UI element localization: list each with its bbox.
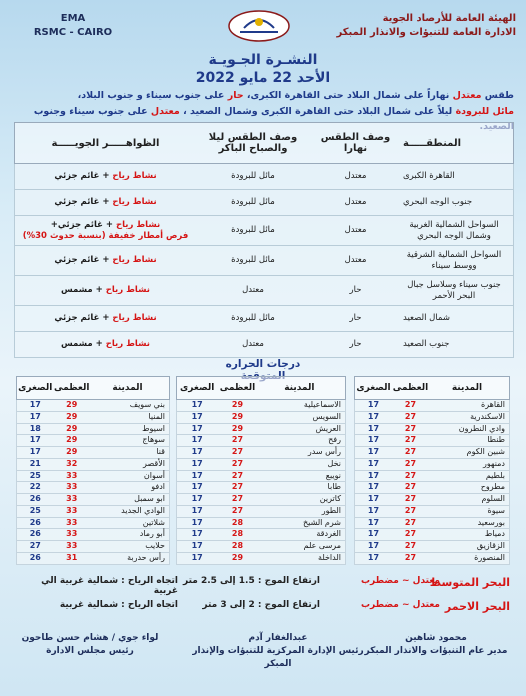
min-temp: 17 — [367, 529, 380, 539]
header-city: المدينة — [284, 383, 315, 393]
max-temp: 27 — [404, 541, 417, 550]
min-temp: 25 — [29, 470, 41, 480]
summary-text: نهاراً على شمال البلاد حتى القاهرة الكبرى، — [243, 90, 453, 101]
temp-table-right — [354, 376, 510, 565]
phenomena-sky: + مشمس — [61, 285, 106, 295]
summary-highlight: مائل للبرودة — [455, 106, 514, 117]
temp-row — [354, 541, 510, 553]
night-weather: معتدل — [242, 339, 264, 349]
max-temp: 28 — [231, 529, 244, 539]
min-temp: 17 — [367, 494, 380, 503]
temp-row — [354, 412, 510, 424]
sea-name: البحر المتوسط — [429, 576, 510, 589]
temp-row — [176, 435, 346, 447]
phenomena — [13, 164, 198, 189]
min-temp: 17 — [29, 435, 41, 445]
day-weather: معتدل — [344, 225, 367, 235]
city-name: وادي النطرون — [458, 423, 505, 433]
summary-text: على جنوب سيناء و جنوب البلاد، — [77, 90, 228, 101]
phenomena — [13, 276, 198, 305]
city-name: القاهرة — [481, 400, 505, 409]
sea-waves: ارتفاع الموج : 1.5 إلى 2.5 متر — [182, 576, 320, 586]
min-temp: 17 — [367, 423, 380, 433]
temp-row — [176, 494, 346, 506]
temp-table-header — [16, 376, 170, 400]
min-temp: 17 — [191, 423, 203, 433]
night-weather: مائل للبرودة — [231, 313, 275, 323]
max-temp: 27 — [231, 458, 244, 468]
city-name: بورسعيد — [477, 517, 505, 527]
day-weather: حار — [349, 313, 362, 323]
min-temp: 18 — [29, 423, 41, 433]
temp-row — [16, 459, 170, 471]
forecast-row — [14, 216, 514, 246]
max-temp: 27 — [404, 529, 417, 539]
city-name: الزقازيق — [476, 541, 505, 550]
max-temp: 32 — [66, 458, 78, 468]
phenomena-wind: نشاط رياح — [112, 171, 157, 181]
night-weather: مائل للبرودة — [231, 255, 275, 265]
min-temp: 17 — [191, 458, 203, 468]
max-temp: 29 — [231, 552, 244, 562]
max-temp: 28 — [231, 517, 244, 527]
temp-row — [16, 541, 170, 553]
sea-red — [40, 600, 510, 618]
temp-row — [176, 529, 346, 541]
max-temp: 27 — [404, 447, 417, 456]
temp-row — [176, 506, 346, 518]
forecast-row — [14, 276, 514, 306]
max-temp: 27 — [404, 400, 417, 409]
temp-row — [354, 471, 510, 483]
day-weather: معتدل — [344, 255, 367, 265]
min-temp: 17 — [191, 494, 203, 503]
phenomena-sky: + مشمس — [61, 339, 106, 349]
sea-name: البحر الاحمر — [444, 600, 510, 613]
header-en — [18, 12, 128, 40]
temp-row — [16, 506, 170, 518]
city-name: الطور — [321, 505, 341, 515]
temp-row — [176, 447, 346, 459]
min-temp: 22 — [29, 482, 41, 492]
city-name: دمنهور — [483, 458, 505, 468]
header-min: الصغرى — [356, 383, 391, 393]
signature-2 — [178, 632, 378, 671]
city-name: ادفو — [151, 482, 165, 492]
min-temp: 17 — [191, 435, 203, 445]
city-name: دمياط — [484, 529, 505, 539]
region-name: جنوب الصعيد — [403, 339, 450, 349]
min-temp: 17 — [367, 517, 380, 527]
day-weather: معتدل — [344, 197, 367, 207]
max-temp: 29 — [66, 400, 78, 409]
min-temp: 27 — [29, 541, 41, 550]
city-name: أبو رماد — [139, 529, 165, 539]
min-temp: 26 — [29, 494, 41, 503]
night-weather: مائل للبرودة — [231, 197, 275, 207]
city-name: نويبع — [325, 470, 341, 480]
phenomena-sky: + غائم جزئي — [54, 255, 113, 265]
header-en-line1: EMA — [60, 13, 86, 24]
city-name: السويس — [312, 411, 341, 421]
min-temp: 17 — [191, 411, 203, 421]
header-ar — [337, 12, 517, 40]
min-temp: 17 — [29, 400, 41, 409]
signature-name: محمود شاهين — [405, 633, 467, 643]
city-name: قنا — [156, 447, 165, 456]
city-name: الاسماعيلية — [303, 400, 341, 409]
bulletin-date: الأحد 22 مايو 2022 — [195, 70, 331, 86]
phenomena-wind: نشاط رياح — [105, 285, 150, 295]
temp-row — [354, 435, 510, 447]
city-name: مطروح — [480, 482, 505, 492]
min-temp: 17 — [367, 447, 380, 456]
temp-row — [354, 482, 510, 494]
temp-row — [16, 494, 170, 506]
header-city: المدينة — [112, 383, 143, 393]
bulletin-title: النشـرة الجـويـة — [208, 52, 318, 68]
temp-table-left — [16, 376, 170, 565]
min-temp: 17 — [191, 552, 203, 562]
temp-row — [354, 518, 510, 530]
sea-wind: اتجاه الرياح : شمالية غربية — [59, 600, 178, 610]
min-temp: 17 — [367, 552, 380, 562]
header-max: العظمى — [219, 383, 256, 393]
city-name: المنصورة — [474, 552, 505, 562]
temp-table-header — [176, 376, 346, 400]
header-min: الصغرى — [180, 383, 215, 393]
temp-row — [16, 412, 170, 424]
temp-row — [354, 447, 510, 459]
city-name: سوهاج — [142, 435, 165, 445]
temp-row — [354, 494, 510, 506]
temp-row — [16, 518, 170, 530]
temp-row — [354, 506, 510, 518]
max-temp: 27 — [231, 505, 244, 515]
temp-row — [176, 518, 346, 530]
min-temp: 17 — [367, 505, 380, 515]
max-temp: 27 — [231, 494, 244, 503]
min-temp: 21 — [29, 458, 41, 468]
region-name: شمال الصعيد — [403, 313, 450, 323]
city-name: الأقصر — [143, 458, 165, 468]
forecast-row — [14, 306, 514, 332]
max-temp: 27 — [404, 435, 417, 445]
phenomena — [13, 332, 198, 357]
signature-title: رئيس مجلس الادارة — [46, 646, 134, 656]
signature-title: رئيس الإدارة المركزية للتنبؤات والإنذار المبكر — [192, 646, 364, 669]
max-temp: 33 — [66, 529, 78, 539]
min-temp: 26 — [29, 517, 41, 527]
forecast-row — [14, 332, 514, 358]
day-weather: حار — [349, 285, 362, 295]
phenomena — [13, 190, 198, 215]
temp-row — [176, 400, 346, 412]
forecast-row — [14, 164, 514, 190]
city-name: الغردقة — [316, 529, 341, 539]
max-temp: 27 — [404, 552, 417, 562]
min-temp: 17 — [191, 541, 203, 550]
min-temp: 17 — [367, 458, 380, 468]
phenomena-sky: + غائم جزئي — [54, 171, 113, 181]
temp-row — [354, 459, 510, 471]
city-name: نخل — [327, 458, 341, 468]
temp-row — [176, 412, 346, 424]
temp-row — [176, 482, 346, 494]
city-name: رأس حدربة — [127, 552, 165, 562]
max-temp: 33 — [66, 541, 78, 550]
temp-row — [16, 529, 170, 541]
max-temp: 27 — [404, 482, 417, 492]
city-name: العريش — [315, 423, 341, 433]
phenomena-wind: نشاط رياح — [105, 339, 150, 349]
min-temp: 17 — [367, 470, 380, 480]
city-name: أسوان — [143, 470, 165, 480]
max-temp: 27 — [231, 482, 244, 492]
temp-row — [354, 553, 510, 565]
header-region: المنطقـــــة — [403, 137, 462, 149]
city-name: بني سويف — [129, 400, 165, 409]
city-name: المنيا — [148, 411, 165, 421]
min-temp: 17 — [29, 411, 41, 421]
day-weather: حار — [349, 339, 362, 349]
max-temp: 27 — [404, 505, 417, 515]
header-max: العظمى — [392, 383, 429, 393]
phenomena — [13, 216, 198, 245]
max-temp: 27 — [404, 517, 417, 527]
city-name: الاسكندرية — [470, 411, 505, 421]
max-temp: 29 — [66, 423, 78, 433]
city-name: حلايب — [145, 541, 165, 550]
sea-mediterranean — [40, 576, 510, 594]
min-temp: 17 — [191, 517, 203, 527]
city-name: سيوة — [487, 505, 505, 515]
min-temp: 17 — [191, 400, 203, 409]
forecast-row — [14, 246, 514, 276]
city-name: شبين الكوم — [466, 447, 505, 456]
header-day: وصف الطقس نهارا — [320, 132, 391, 154]
temp-table-middle — [176, 376, 346, 565]
min-temp: 26 — [29, 529, 41, 539]
signature-name: عبدالغفار آدم — [248, 633, 308, 643]
region-name: القاهرة الكبرى — [403, 171, 455, 181]
city-name: رفح — [328, 435, 341, 445]
city-name: الداخلة — [318, 552, 341, 562]
max-temp: 31 — [66, 552, 78, 562]
city-name: اسيوط — [142, 423, 165, 433]
sea-waves: ارتفاع الموج : 2 إلى 3 متر — [202, 600, 320, 610]
city-name: طنطا — [487, 435, 505, 445]
max-temp: 27 — [231, 435, 244, 445]
max-temp: 33 — [66, 482, 78, 492]
summary-text: ليلاً على شمال البلاد حتى القاهرة الكبرى وشمال الصعيد ، — [179, 106, 456, 117]
city-name: ابو سمبل — [134, 494, 165, 503]
min-temp: 17 — [367, 411, 380, 421]
city-name: مرسى علم — [303, 541, 341, 550]
summary-highlight: معتدل — [452, 90, 482, 101]
temp-row — [176, 459, 346, 471]
phenomena — [13, 306, 198, 331]
city-name: الوادي الجديد — [121, 505, 165, 515]
city-name: شرم الشيخ — [303, 517, 341, 527]
temp-table-header — [354, 376, 510, 400]
max-temp: 28 — [231, 541, 244, 550]
min-temp: 17 — [191, 529, 203, 539]
temp-row — [176, 553, 346, 565]
night-weather: مائل للبرودة — [231, 171, 275, 181]
min-temp: 17 — [191, 447, 203, 456]
temp-row — [16, 424, 170, 436]
min-temp: 26 — [29, 552, 41, 562]
temp-row — [176, 424, 346, 436]
temp-row — [16, 471, 170, 483]
summary-text: طقس — [481, 90, 514, 101]
phenomena — [13, 246, 198, 275]
max-temp: 29 — [231, 400, 244, 409]
phenomena-wind: نشاط رياح — [112, 313, 157, 323]
max-temp: 27 — [404, 423, 417, 433]
ema-logo-icon — [226, 8, 292, 44]
summary-highlight: معتدل — [150, 106, 180, 117]
summary-highlight: حار — [227, 90, 244, 101]
phenomena-sky: + غائم جزئي — [54, 197, 113, 207]
city-name: طابا — [327, 482, 341, 492]
region-name: جنوب سيناء وسلاسل جبال البحر الأحمر — [407, 279, 501, 301]
max-temp: 27 — [404, 411, 417, 421]
sea-wind: اتجاه الرياح : شمالية غربية الي غربية — [41, 576, 178, 596]
min-temp: 17 — [191, 482, 203, 492]
sea-state: معتدل ~ مضطرب — [361, 576, 440, 586]
max-temp: 27 — [231, 470, 244, 480]
header-ar-line2: الادارة العامة للتنبؤات والانذار المبكر — [336, 27, 516, 38]
header-max: العظمى — [54, 383, 90, 393]
forecast-row — [14, 190, 514, 216]
phenomena-wind: نشاط رياح — [115, 219, 161, 230]
temp-row — [354, 424, 510, 436]
signature-name: لواء جوي / هشام حسن طاحون — [21, 633, 159, 643]
city-name: شلاتين — [142, 517, 165, 527]
min-temp: 17 — [367, 400, 380, 409]
header-city: المدينة — [451, 383, 483, 393]
temp-row — [16, 482, 170, 494]
region-name: جنوب الوجه البحري — [403, 197, 473, 207]
phenomena-sky: + غائم جزئي+ — [50, 219, 116, 230]
region-name: السواحل الشمالية الشرقية ووسط سيناء — [406, 249, 502, 271]
temp-row — [16, 553, 170, 565]
header-min: الصغرى — [18, 383, 53, 393]
sea-state: معتدل ~ مضطرب — [361, 600, 440, 610]
max-temp: 29 — [66, 411, 78, 421]
header-en-line2: RSMC - CAIRO — [33, 27, 113, 38]
signature-title: مدير عام التنبؤات والانذار المبكر — [364, 646, 508, 656]
temp-row — [354, 529, 510, 541]
signature-1 — [356, 632, 516, 658]
night-weather: مائل للبرودة — [231, 225, 275, 235]
temperatures-title: درجات الحراره — [225, 358, 301, 370]
min-temp: 17 — [191, 470, 203, 480]
region-name: السواحل الشمالية الغربية وشمال الوجه البحري — [409, 219, 499, 241]
max-temp: 33 — [66, 505, 78, 515]
max-temp: 33 — [66, 494, 78, 503]
max-temp: 33 — [66, 470, 78, 480]
header-night: وصف الطقس ليلا والصباح الباكر — [208, 132, 298, 154]
max-temp: 29 — [231, 423, 244, 433]
max-temp: 27 — [404, 458, 417, 468]
max-temp: 29 — [231, 411, 244, 421]
header-ar-line1: الهيئة العامة للأرصاد الجوية — [382, 13, 516, 24]
day-weather: معتدل — [344, 171, 367, 181]
temp-row — [16, 435, 170, 447]
min-temp: 17 — [191, 505, 203, 515]
max-temp: 29 — [66, 435, 78, 445]
temp-row — [16, 447, 170, 459]
max-temp: 29 — [66, 447, 78, 456]
city-name: رأس سدر — [307, 447, 341, 456]
temp-row — [176, 471, 346, 483]
phenomena-rain: فرص أمطار خفيفة (بنسبة حدوث 30%) — [22, 230, 189, 241]
summary-text: على جنوب سيناء وجنوب — [33, 106, 148, 117]
header-phenomena: الظواهـــــر الجويـــــة — [51, 137, 160, 149]
city-name: بلطيم — [485, 470, 505, 480]
night-weather: معتدل — [242, 285, 264, 295]
max-temp: 27 — [404, 494, 417, 503]
min-temp: 17 — [367, 541, 380, 550]
min-temp: 25 — [29, 505, 41, 515]
max-temp: 27 — [404, 470, 417, 480]
phenomena-wind: نشاط رياح — [112, 197, 157, 207]
phenomena-sky: + غائم جزئي — [54, 313, 113, 323]
city-name: السلوم — [481, 494, 505, 503]
forecast-table-header — [14, 122, 514, 164]
signature-3 — [10, 632, 170, 658]
min-temp: 17 — [367, 435, 380, 445]
phenomena-wind: نشاط رياح — [112, 255, 157, 265]
city-name: كاترين — [319, 494, 341, 503]
summary-line-1 — [4, 88, 514, 103]
temp-row — [176, 541, 346, 553]
temp-row — [16, 400, 170, 412]
max-temp: 33 — [66, 517, 78, 527]
min-temp: 17 — [29, 447, 41, 456]
temp-row — [354, 400, 510, 412]
forecast-table — [14, 122, 514, 358]
min-temp: 17 — [367, 482, 380, 492]
max-temp: 27 — [231, 447, 244, 456]
